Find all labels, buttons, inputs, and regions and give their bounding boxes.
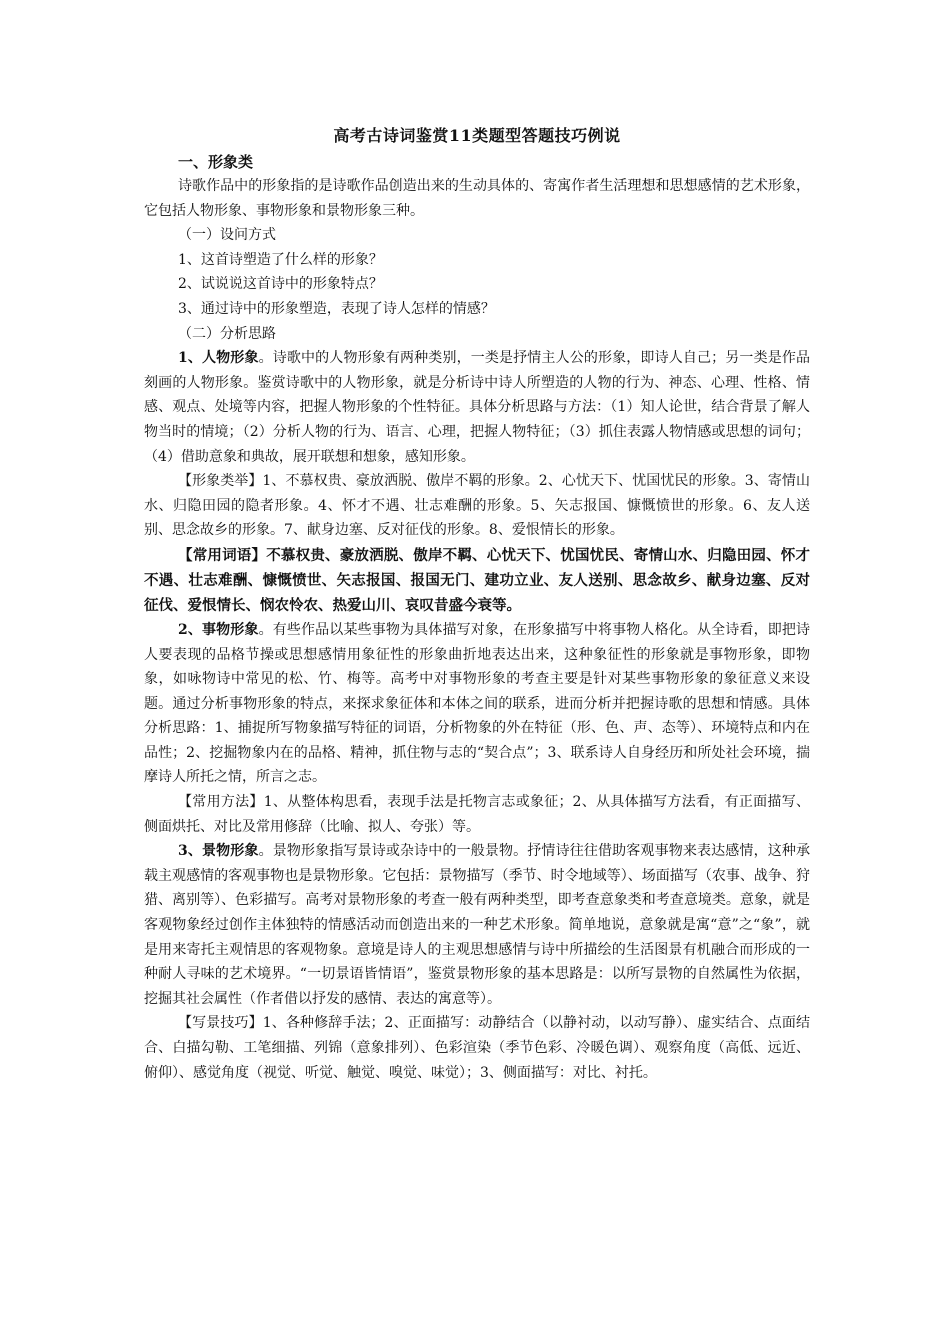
- paragraph-character-image: [144, 346, 810, 469]
- paragraph-scenery-image: [144, 839, 810, 1011]
- page-title: 高考古诗词鉴赏11类题型答题技巧例说: [333, 126, 621, 145]
- paragraph-common-words: 【常用词语】不慕权贵、豪放洒脱、傲岸不羁、心忧天下、忧国忧民、寄情山水、归隐田园、怀才不遇、壮志难酬、慷慨愤世、矢志报国、报国无门、建功立业、友人送别、思念故乡、献身边塞、反对征伐、爱恨情长、悯农怜农、热爱山川、哀叹昔盛今衰等。: [144, 546, 810, 614]
- paragraph-object-image: [144, 618, 810, 790]
- paragraph-text: 。景物形象指写景诗或杂诗中的一般景物。抒情诗往往借助客观事物来表达感情，这种承载主观感情的客观事物也是景物形象。它包括：景物描写（季节、时令地域等）、场面描写（农事、战争、狩猎、离别等）、色彩描写。高考对景物形象的考查一般有两种类型，即考查意象类和考查意境类。意象，就是客观物象经过创作主体独特的情感活动而创造出来的一种艺术形象。简单地说，意象就是寓“意”之“象”，就是用来寄托主观情思的客观物象。意境是诗人的主观思想感情与诗中所描绘的生活图景有机融合而形成的一种耐人寻味的艺术境界。“一切景语皆情语”，鉴赏景物形象的基本思路是：以所写景物的自然属性为依据，挖掘其社会属性（作者借以抒发的感情、表达的寓意等）。: [144, 843, 810, 1007]
- question-item: 1、这首诗塑造了什么样的形象？: [178, 251, 383, 268]
- question-item: 3、通过诗中的形象塑造，表现了诗人怎样的情感？: [178, 300, 495, 317]
- section-heading: 一、形象类: [178, 153, 254, 171]
- paragraph-lead: 2、事物形象: [178, 621, 259, 638]
- intro-paragraph: 诗歌作品中的形象指的是诗歌作品创造出来的生动具体的、寄寓作者生活理想和思想感情的艺术形象，它包括人物形象、事物形象和景物形象三种。: [144, 178, 810, 219]
- paragraph-lead: 1、人物形象: [178, 350, 259, 367]
- subheading-analysis: （二）分析思路: [178, 325, 276, 342]
- paragraph-lead: 3、景物形象: [178, 843, 259, 860]
- paragraph-image-examples: 【形象类举】1、不慕权贵、豪放洒脱、傲岸不羁的形象。2、心忧天下、忧国忧民的形象。3、寄情山水、归隐田园的隐者形象。4、怀才不遇、壮志难酬的形象。5、矢志报国、慷慨愤世的形象。6、友人送别、思念故乡的形象。7、献身边塞、反对征伐的形象。8、爱恨情长的形象。: [144, 473, 810, 539]
- subheading-question-form: （一）设问方式: [178, 227, 276, 244]
- document-body: [144, 125, 810, 1085]
- paragraph-text: 。诗歌中的人物形象有两种类别，一类是抒情主人公的形象，即诗人自己；另一类是作品刻画的人物形象。鉴赏诗歌中的人物形象，就是分析诗中诗人所塑造的人物的行为、神态、心理、性格、情感、观点、处境等内容，把握人物形象的个性特征。具体分析思路与方法：（1）知人论世，结合背景了解人物当时的情境；（2）分析人物的行为、语言、心理，把握人物特征；（3）抓住表露人物情感或思想的词句；（4）借助意象和典故，展开联想和想象，感知形象。: [144, 350, 810, 465]
- paragraph-scenery-techniques: 【写景技巧】1、各种修辞手法；2、正面描写：动静结合（以静衬动，以动写静）、虚实结合、点面结合、白描勾勒、工笔细描、列锦（意象排列）、色彩渲染（季节色彩、冷暖色调）、观察角度（高低、远近、俯仰）、感觉角度（视觉、听觉、触觉、嗅觉、味觉）；3、侧面描写：对比、衬托。: [144, 1015, 810, 1081]
- question-item: 2、试说说这首诗中的形象特点？: [178, 276, 383, 293]
- paragraph-common-methods: 【常用方法】1、从整体构思看，表现手法是托物言志或象征；2、从具体描写方法看，有正面描写、侧面烘托、对比及常用修辞（比喻、拟人、夸张）等。: [144, 794, 810, 835]
- paragraph-text: 。有些作品以某些事物为具体描写对象，在形象描写中将事物人格化。从全诗看，即把诗人要表现的品格节操或思想感情用象征性的形象曲折地表达出来，这种象征性的形象就是事物形象，即物象，如咏物诗中常见的松、竹、梅等。高考中对事物形象的考查主要是针对某些事物形象的象征意义来设题。通过分析事物形象的特点，来探求象征体和本体之间的联系，进而分析并把握诗歌的思想和情感。具体分析思路：1、捕捉所写物象描写特征的词语，分析物象的外在特征（形、色、声、态等）、环境特点和内在品性；2、挖掘物象内在的品格、精神，抓住物与志的“契合点”；3、联系诗人自身经历和所处社会环境，揣摩诗人所托之情，所言之志。: [144, 621, 810, 786]
